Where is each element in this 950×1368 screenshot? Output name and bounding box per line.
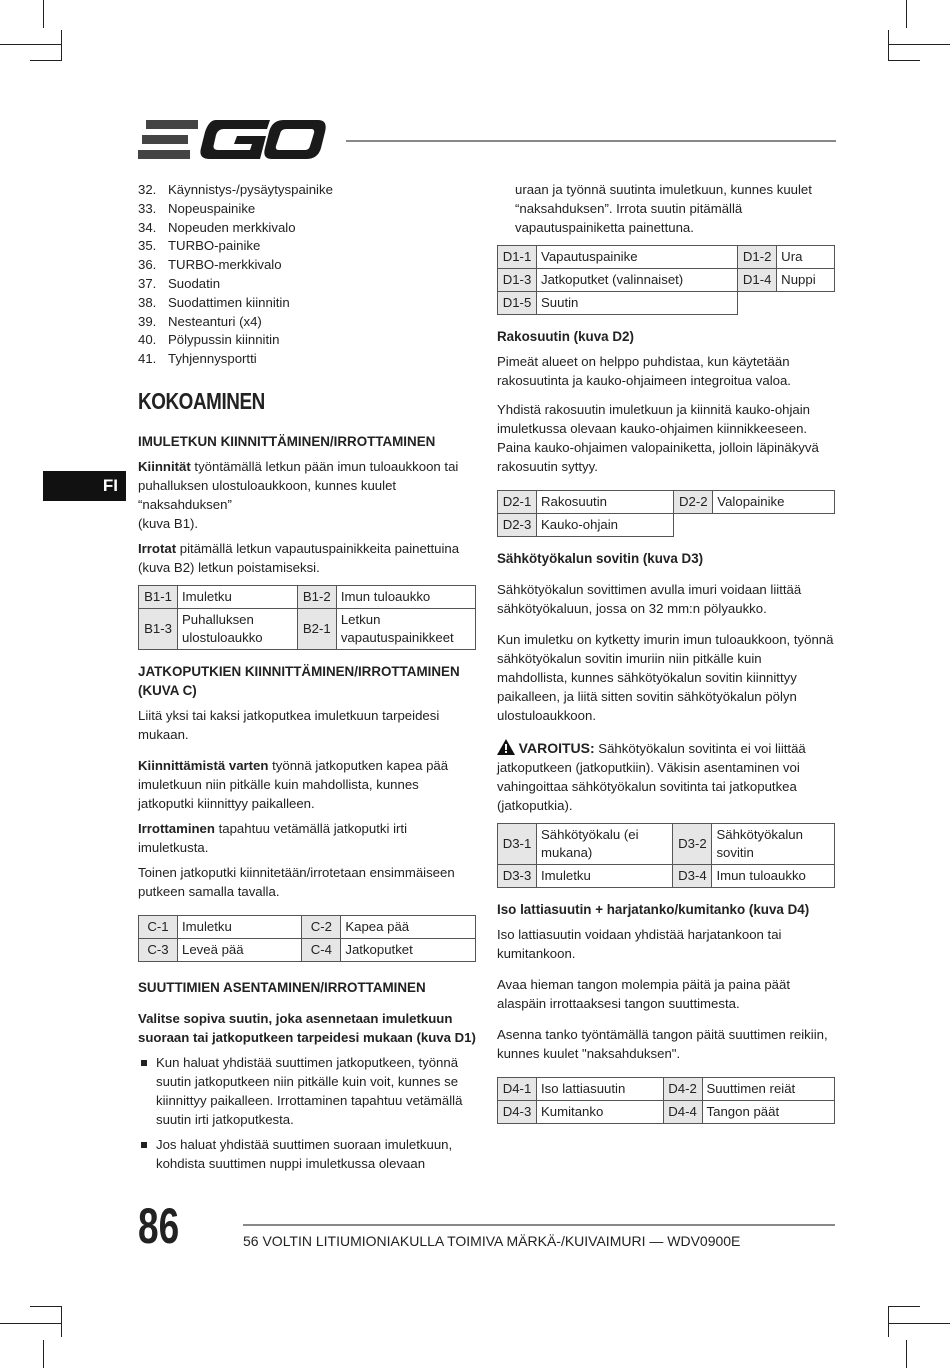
ext-detach-text: Irrottaminen tapahtuu vetämällä jatkoputki irti imuletkusta.	[138, 820, 407, 855]
floor-heading: Iso lattiasuutin + harjatanko/kumitanko (kuva D4)	[497, 902, 810, 917]
list-item: 32. Käynnistys-/pysäytyspainike	[138, 182, 333, 197]
table-row: D3-3 Imuletku D3-4 Imun tuloaukko	[498, 865, 835, 888]
list-item: 34. Nopeuden merkkivalo	[138, 219, 296, 235]
floor-text-3: Asenna tanko työntämällä tangon päitä suuttimen reikiin, kunnes kuulet "naksahduksen".	[497, 1027, 828, 1061]
right-column	[497, 180, 835, 1136]
page-number: 86	[138, 1198, 180, 1254]
crevice-text-2: Yhdistä rakosuutin imuletkuun ja kiinnitä kauko-ohjain imuletkussa olevaan kauko-ohjaimen kiinnikkeeseen. Paina kauko-ohjaimen valopainiketta, jolloin läpinäkyvä rakosuutin syttyy.	[497, 402, 819, 474]
crop-mark	[888, 1323, 950, 1324]
crop-mark	[888, 1306, 889, 1337]
table-row: B1-3 Puhalluksen ulostuloaukko B2-1 Letkun vapautuspainikkeet	[139, 608, 476, 649]
ego-logo	[138, 118, 328, 162]
crop-mark	[0, 44, 62, 45]
crop-mark	[43, 0, 44, 28]
language-tab: FI	[43, 471, 126, 501]
adapter-heading: Sähkötyökalun sovitin (kuva D3)	[497, 551, 704, 566]
list-item: Kun haluat yhdistää suuttimen jatkoputkeen, työnnä suutin jatkoputkeen niin pitkälle kuin voit, kunnes se kiinnittyy paikalleen. Irrottaminen tapahtuu vetämällä suutin irti jatkoputkesta.	[138, 1053, 476, 1129]
left-column	[138, 180, 476, 1179]
crop-mark	[30, 1306, 62, 1307]
table-row: D4-3 Kumitanko D4-4 Tangon päät	[498, 1101, 835, 1124]
list-item: Jos haluat yhdistää suuttimen suoraan imuletkuun, kohdista suuttimen nuppi imuletkussa olevaan	[138, 1135, 476, 1173]
table-row: D2-3 Kauko-ohjain	[498, 514, 835, 537]
crop-mark	[61, 1306, 62, 1337]
hose-detach-text: Irrotat pitämällä letkun vapautuspainikkeita painettuina (kuva B2) letkun poistamiseksi.	[138, 540, 460, 575]
table-row: D4-1 Iso lattiasuutin D4-2 Suuttimen reiät	[498, 1078, 835, 1101]
table-row: D1-3 Jatkoputket (valinnaiset) D1-4 Nuppi	[498, 269, 835, 292]
floor-text-1: Iso lattiasuutin voidaan yhdistää harjatankoon tai kumitankoon.	[497, 927, 782, 961]
crop-mark	[888, 60, 920, 61]
warning-icon	[497, 739, 515, 755]
nozzle-intro: Valitse sopiva suutin, joka asennetaan imuletkuun suoraan tai jatkoputkeen tarpeidesi mukaan (kuva D1)	[138, 1010, 476, 1045]
header-rule	[346, 140, 836, 142]
nozzle-parts-table	[497, 245, 835, 315]
list-item: 33. Nopeuspainike	[138, 200, 256, 216]
table-row: D1-5 Suutin	[498, 292, 835, 315]
section-title: KOKOAMINEN	[138, 387, 265, 414]
hose-heading: IMULETKUN KIINNITTÄMINEN/IRROTTAMINEN	[138, 433, 436, 449]
crop-mark	[888, 44, 950, 45]
footer-title: 56 VOLTIN LITIUMIONIAKULLA TOIMIVA MÄRKÄ-/KUIVAIMURI — WDV0900E	[243, 1233, 741, 1249]
table-row: D1-1 Vapautuspainike D1-2 Ura	[498, 246, 835, 269]
ext-heading: JATKOPUTKIEN KIINNITTÄMINEN/IRROTTAMINEN (KUVA C)	[138, 663, 460, 698]
crop-mark	[906, 1340, 907, 1368]
footer-rule	[243, 1224, 835, 1226]
floor-parts-table	[497, 1077, 835, 1124]
table-row: D2-1 Rakosuutin D2-2 Valopainike	[498, 491, 835, 514]
list-item: 39. Nesteanturi (x4)	[138, 313, 262, 329]
crevice-text-1: Pimeät alueet on helppo puhdistaa, kun käytetään rakosuutinta ja kauko-ohjaimeen integroitua valoa.	[497, 354, 791, 388]
ext-intro: Liitä yksi tai kaksi jatkoputkea imuletkuun tarpeidesi mukaan.	[138, 707, 440, 742]
floor-text-2: Avaa hieman tangon molempia päitä ja paina päät alaspäin irrottaaksesi tangon suuttimesta.	[497, 977, 791, 1011]
list-item: 40. Pölypussin kiinnitin	[138, 332, 280, 348]
hose-parts-table	[138, 585, 476, 650]
adapter-text-1: Sähkötyökalun sovittimen avulla imuri voidaan liittää sähkötyökaluun, jossa on 32 mm:n pölyaukko.	[497, 582, 802, 616]
crop-mark	[61, 30, 62, 61]
list-item: 36. TURBO-merkkivalo	[138, 257, 282, 273]
list-item: 41. Tyhjennysportti	[138, 351, 257, 367]
adapter-text-2: Kun imuletku on kytketty imurin imun tuloaukkoon, työnnä sähkötyökalun sovitin imuriin niin pitkälle kuin mahdollista, kunnes sähkötyökalun sovitin kiinnittyy paikalleen, ja liitä sitten sovitin sähkötyökalun pölyn ulostuloaukkoon.	[497, 632, 834, 723]
table-row: C-3 Leveä pää C-4 Jatkoputket	[139, 938, 476, 961]
nozzle-heading: SUUTTIMIEN ASENTAMINEN/IRROTTAMINEN	[138, 979, 426, 995]
crop-mark	[0, 1323, 62, 1324]
table-row: D3-1 Sähkötyökalu (ei mukana) D3-2 Sähkötyökalun sovitin	[498, 824, 835, 865]
table-row: C-1 Imuletku C-2 Kapea pää	[139, 915, 476, 938]
ext-second-text: Toinen jatkoputki kiinnitetään/irrotetaan ensimmäiseen putkeen samalla tavalla.	[138, 864, 455, 899]
ext-parts-table	[138, 915, 476, 962]
list-item: 37. Suodatin	[138, 275, 221, 291]
table-row: B1-1 Imuletku B1-2 Imun tuloaukko	[139, 585, 476, 608]
crop-mark	[30, 60, 62, 61]
crevice-parts-table	[497, 490, 835, 537]
crevice-heading: Rakosuutin (kuva D2)	[497, 329, 634, 344]
crop-mark	[43, 1340, 44, 1368]
crop-mark	[888, 30, 889, 61]
nozzle-continued: uraan ja työnnä suutinta imuletkuun, kunnes kuulet “naksahduksen”. Irrota suutin pitämällä vapautuspainiketta painettuna.	[515, 182, 812, 235]
crop-mark	[888, 1306, 920, 1307]
list-item: 38. Suodattimen kiinnitin	[138, 294, 290, 310]
list-item: 35. TURBO-painike	[138, 238, 261, 254]
adapter-parts-table	[497, 823, 835, 888]
hose-attach-text: Kiinnität työntämällä letkun pään imun tuloaukkoon tai puhalluksen ulostuloaukkoon, kunnes kuulet “naksahduksen” (kuva B1).	[138, 458, 459, 531]
parts-list	[138, 180, 476, 368]
adapter-warning: VAROITUS: Sähkötyökalun sovitinta ei voi liittää jatkoputkeen (jatkoputkiin). Väkisin asentaminen voi vahingoittaa sähkötyökalun sovitinta tai jatkoputkea (jatkoputkia).	[497, 740, 806, 813]
nozzle-bullets	[138, 1053, 476, 1173]
crop-mark	[906, 0, 907, 28]
ext-attach-text: Kiinnittämistä varten työnnä jatkoputken kapea pää imuletkuun niin pitkälle kuin mahdollista, kunnes jatkoputki kiinnittyy paikalleen.	[138, 757, 449, 811]
